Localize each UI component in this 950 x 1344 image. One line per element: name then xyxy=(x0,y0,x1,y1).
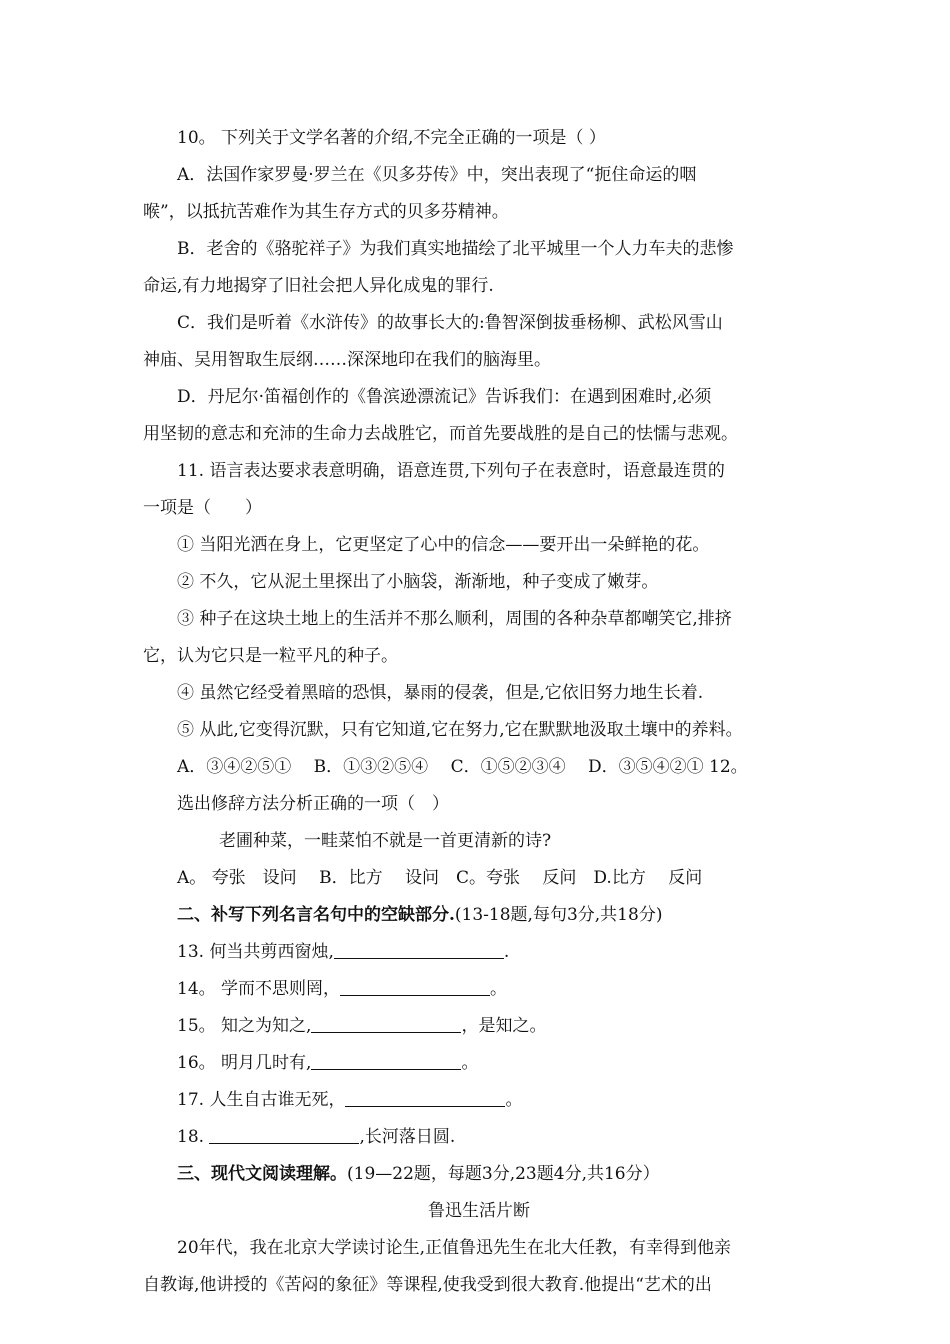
section2-header xyxy=(143,897,815,934)
q18 xyxy=(143,1119,815,1156)
q16 xyxy=(143,1045,815,1082)
q11-options: A．③④②⑤① B．①③②⑤④ C．①⑤②③④ D．③⑤④②① 12。 xyxy=(177,757,748,777)
q10-stem: 10。 下列关于文学名著的介绍,不完全正确的一项是（ ） xyxy=(177,128,606,148)
q12-quote: 老圃种菜，一畦菜怕不就是一首更清新的诗? xyxy=(219,831,552,851)
q14-blank[interactable] xyxy=(340,975,490,996)
passage-paragraph-line2: 自教诲,他讲授的《苦闷的象征》等课程,使我受到很大教育.他提出“艺术的出 xyxy=(143,1275,712,1295)
q11-sentence-3-line1: ③ 种子在这块土地上的生活并不那么顺利，周围的各种杂草都嘲笑它,排挤 xyxy=(177,609,732,629)
q10-option-a-line1: A．法国作家罗曼·罗兰在《贝多芬传》中，突出表现了“扼住命运的咽 xyxy=(177,165,697,185)
q14-prefix: 14。 学而不思则罔， xyxy=(177,979,341,999)
q15-suffix: ，是知之。 xyxy=(461,1016,547,1036)
section2-note: (13-18题,每句3分,共18分) xyxy=(454,905,663,925)
q13 xyxy=(143,934,815,971)
passage-paragraph-line1: 20年代，我在北京大学读讨论生,正值鲁迅先生在北大任教，有幸得到他亲 xyxy=(177,1238,732,1258)
q11-stem-line2: 一项是（ ） xyxy=(143,498,262,518)
q17-suffix: 。 xyxy=(505,1090,523,1110)
q11-sentence-2: ② 不久，它从泥土里探出了小脑袋，渐渐地，种子变成了嫩芽。 xyxy=(177,572,659,592)
section2-heading: 二、补写下列名言名句中的空缺部分. xyxy=(177,905,455,925)
section3-heading: 三、现代文阅读理解。 xyxy=(177,1164,347,1184)
q11-sentence-1: ① 当阳光洒在身上，它更坚定了心中的信念——要开出一朵鲜艳的花。 xyxy=(177,535,710,555)
section3-note: (19—22题，每题3分,23题4分,共16分） xyxy=(347,1164,660,1184)
q10-option-b-line1: B．老舍的《骆驼祥子》为我们真实地描绘了北平城里一个人力车夫的悲惨 xyxy=(177,239,734,259)
q17-prefix: 17. 人生自古谁无死， xyxy=(177,1090,346,1110)
q15-blank[interactable] xyxy=(311,1012,461,1033)
q12-stem: 选出修辞方法分析正确的一项（ ） xyxy=(177,794,449,814)
q11-sentence-3-line2: 它，认为它只是一粒平凡的种子。 xyxy=(143,646,398,666)
q10-option-c-line1: C．我们是听着《水浒传》的故事长大的:鲁智深倒拔垂杨柳、武松风雪山 xyxy=(177,313,723,333)
q15 xyxy=(143,1008,815,1045)
q17-blank[interactable] xyxy=(345,1086,505,1107)
q11-sentence-4: ④ 虽然它经受着黑暗的恐惧，暴雨的侵袭，但是,它依旧努力地生长着. xyxy=(177,683,704,703)
passage-title: 鲁迅生活片断 xyxy=(428,1201,530,1221)
q10-option-a-line2: 喉”，以抵抗苦难作为其生存方式的贝多芬精神。 xyxy=(143,202,509,222)
q16-blank[interactable] xyxy=(311,1049,461,1070)
q18-blank[interactable] xyxy=(209,1123,359,1144)
q16-suffix: 。 xyxy=(461,1053,479,1073)
q18-suffix: ,长河落日圆. xyxy=(359,1127,456,1147)
q11-sentence-5: ⑤ 从此,它变得沉默，只有它知道,它在努力,它在默默地汲取土壤中的养料。 xyxy=(177,720,743,740)
section3-header xyxy=(143,1156,815,1193)
q18-prefix: 18. xyxy=(177,1127,210,1147)
q11-stem-line1: 11. 语言表达要求表意明确，语意连贯,下列句子在表意时，语意最连贯的 xyxy=(177,461,725,481)
page-content xyxy=(143,120,815,1304)
q10-option-c-line2: 神庙、吴用智取生辰纲……深深地印在我们的脑海里。 xyxy=(143,350,551,370)
q14-suffix: 。 xyxy=(490,979,508,999)
q14 xyxy=(143,971,815,1008)
q17 xyxy=(143,1082,815,1119)
q10-option-d-line2: 用坚韧的意志和充沛的生命力去战胜它，而首先要战胜的是自己的怯懦与悲观。 xyxy=(143,424,738,444)
q15-prefix: 15。 知之为知之, xyxy=(177,1016,312,1036)
q13-prefix: 13. 何当共剪西窗烛, xyxy=(177,942,334,962)
q13-suffix: . xyxy=(503,942,510,962)
q12-options: A。 夸张 设问 B．比方 设问 C。夸张 反问 D.比方 反问 xyxy=(177,868,703,888)
q16-prefix: 16。 明月几时有, xyxy=(177,1053,312,1073)
q10-option-d-line1: D．丹尼尔·笛福创作的《鲁滨逊漂流记》告诉我们：在遇到困难时,必须 xyxy=(177,387,712,407)
q10-option-b-line2: 命运,有力地揭穿了旧社会把人异化成鬼的罪行. xyxy=(143,276,494,296)
q13-blank[interactable] xyxy=(334,938,504,959)
